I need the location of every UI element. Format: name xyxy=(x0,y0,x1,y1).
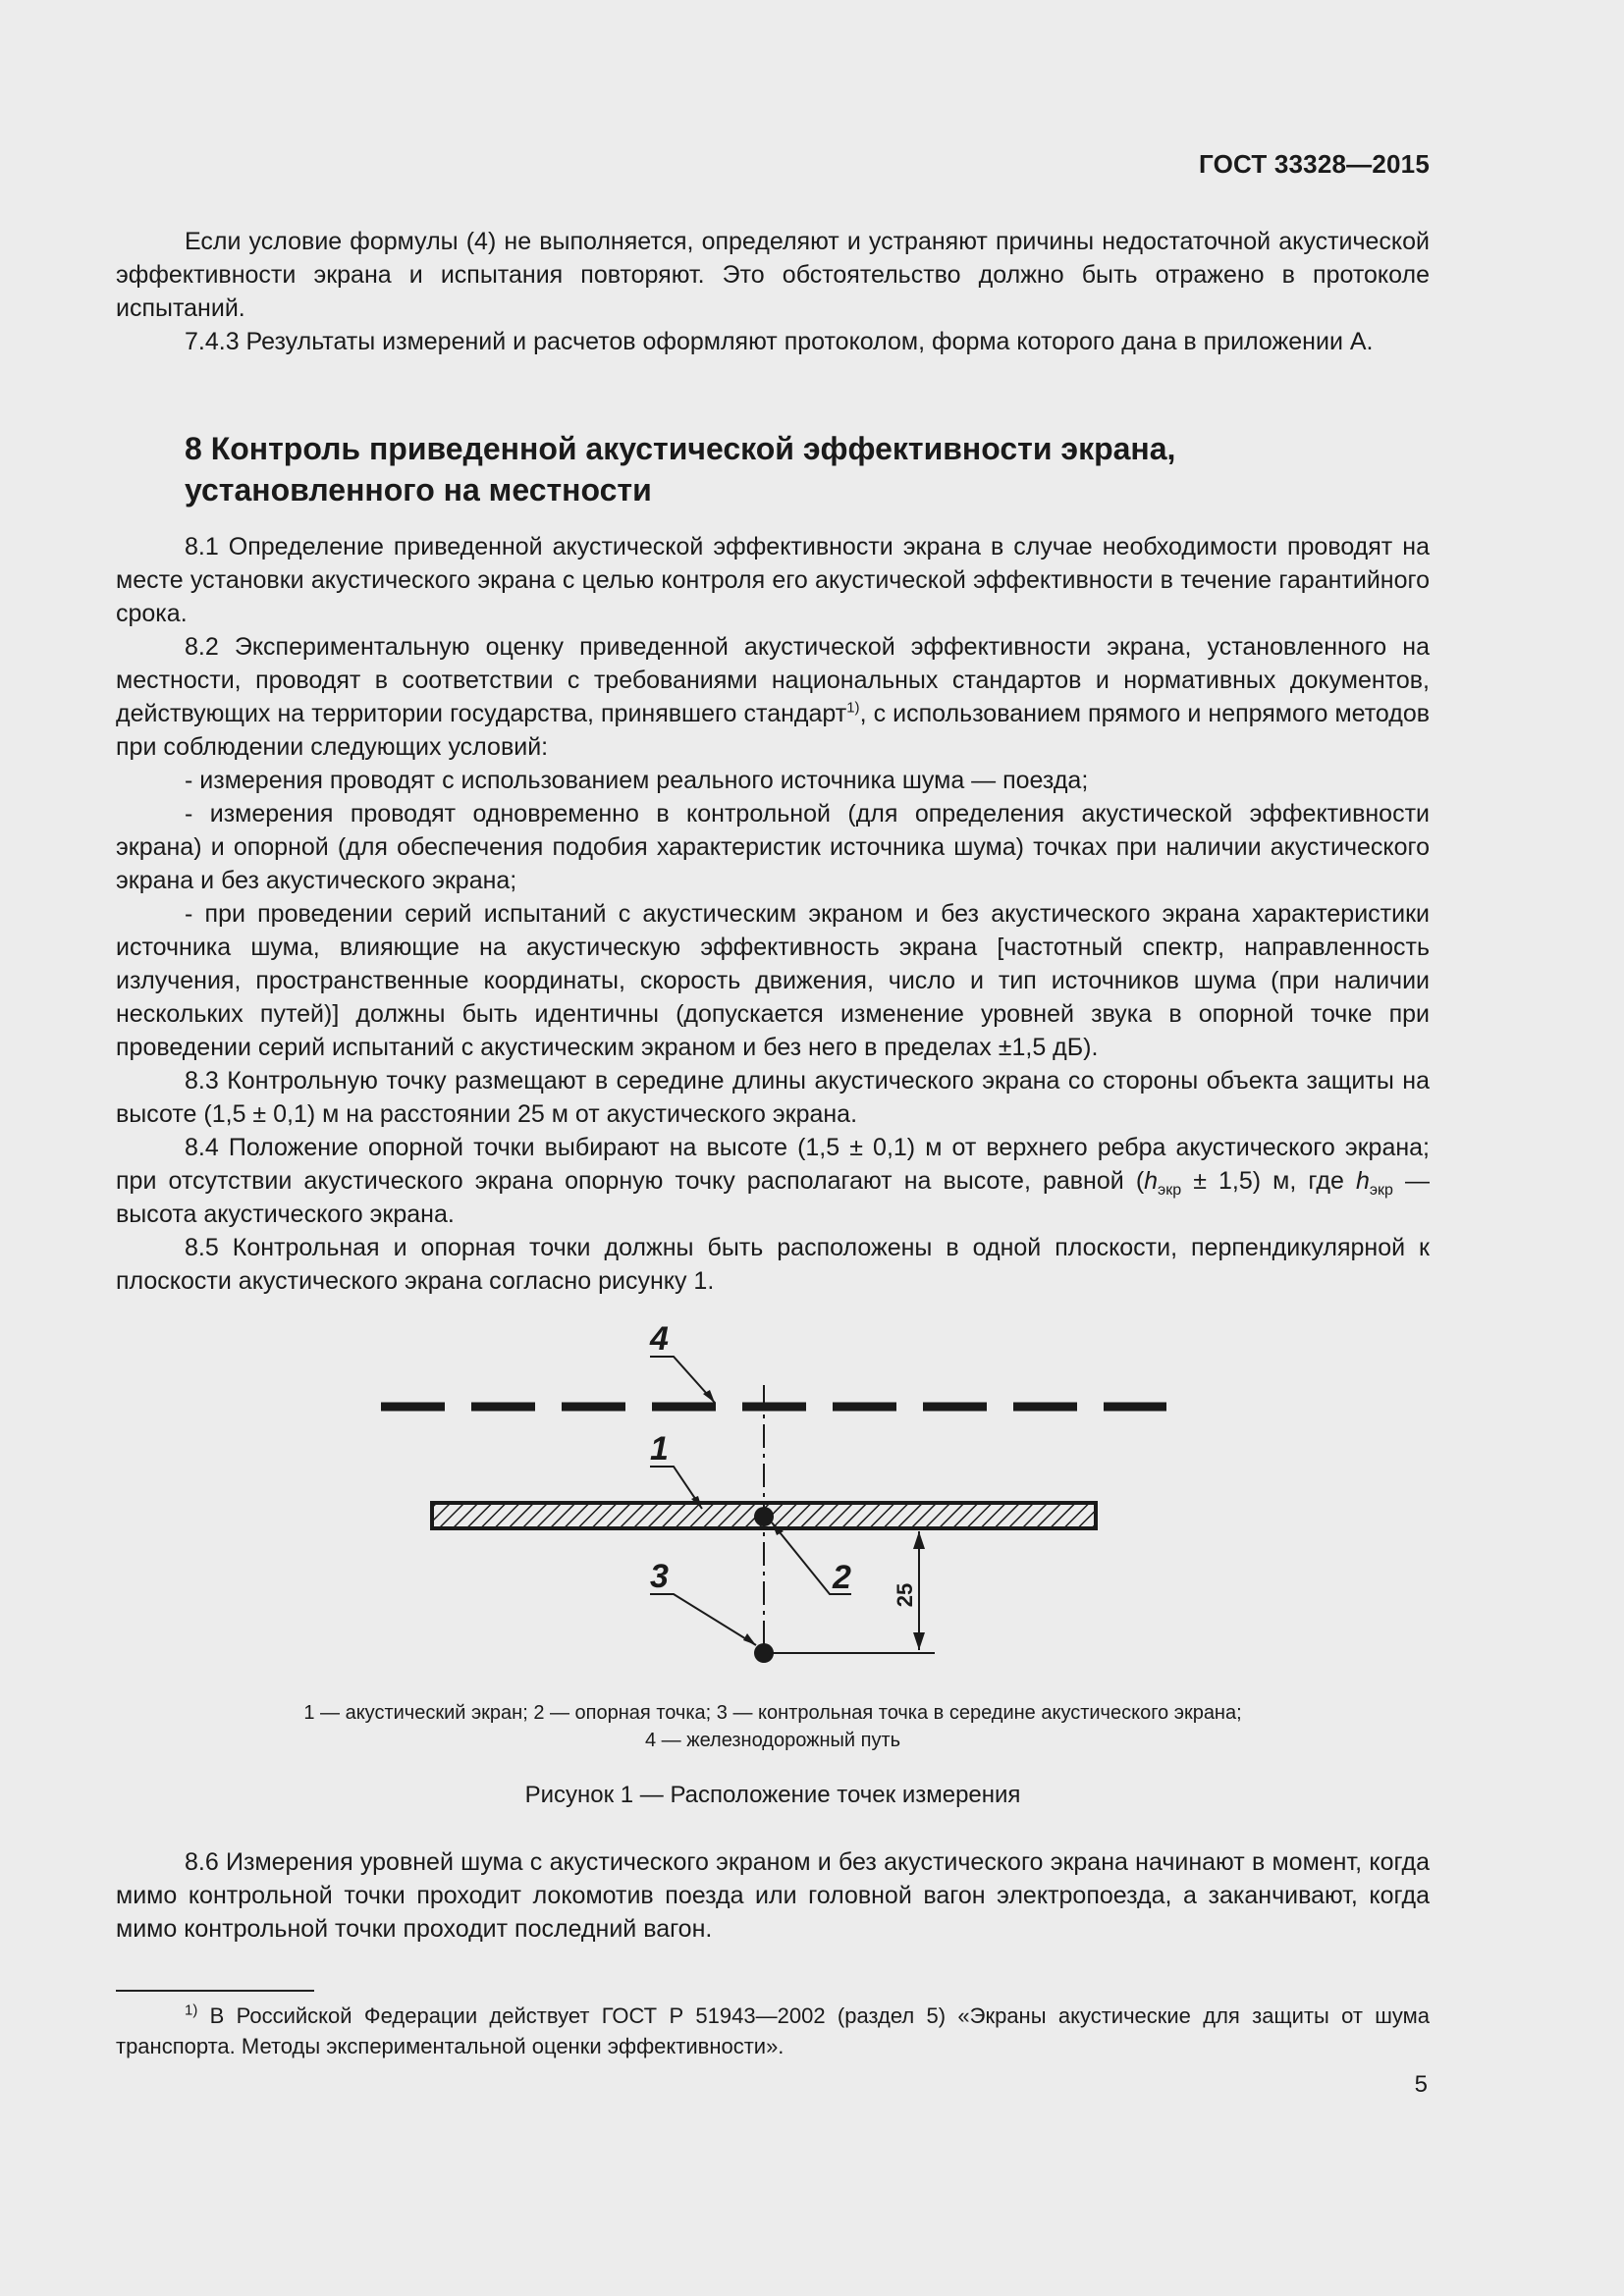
intro-text xyxy=(116,225,1430,358)
footnote-mark: 1) xyxy=(185,2002,198,2019)
document-header: ГОСТ 33328—2015 xyxy=(1199,149,1430,179)
footnote: $^{1)}$ В Российской Федерации действует ГОСТ Р 51943—2002 (раздел 5) «Экраны акустические для защиты от шума транспорта. Методы экспериментальной оценки эффективности». xyxy=(116,2002,1430,2058)
page-number: 5 xyxy=(1414,2071,1428,2098)
figure-title: Рисунок 1 — Расположение точек измерения xyxy=(524,1782,1021,1808)
paragraph: 7.4.3 Результаты измерений и расчетов оформляют протоколом, форма которого дана в приложении А. xyxy=(185,328,1374,355)
paragraph-8-3: 8.3 Контрольную точку размещают в середине длины акустического экрана со стороны объекта защиты на высоте (1,5 ± 0,1) м на расстоянии 25 м от акустического экрана. xyxy=(116,1067,1430,1128)
label-2: 2 xyxy=(833,1559,851,1596)
dimension-label: 25 xyxy=(893,1582,917,1608)
paragraph: Если условие формулы (4) не выполняется, определяют и устраняют причины недостаточной акустической эффективности экрана и испытания повторяют. Это обстоятельство должно быть отражено в протоколе испытаний. xyxy=(116,228,1430,322)
paragraph-8-6: 8.6 Измерения уровней шума с акустического экраном и без акустического экрана начинают в момент, когда мимо контрольной точки проходит локомотив поезда или головной вагон электропоезда, а заканчивают, когда мимо контрольной точки проходит последний вагон. xyxy=(116,1848,1430,1943)
footnote-ref[interactable]: 1) xyxy=(846,699,860,717)
label-3: 3 xyxy=(650,1558,669,1595)
paragraph-8-2: 8.2 Экспериментальную оценку приведенной акустической эффективности экрана, установленного на местности, проводят в соответствии с требованиями национальных стандартов и нормативных документов, действующих на территории государства, принявшего стандарт$^{1)}$, с использованием прямого и непрямого методов при соблюдении следующих условий: xyxy=(116,633,1431,761)
figure-measurement-points xyxy=(363,1311,1208,1675)
figure-legend: 1 — акустический экран; 2 — опорная точка; 3 — контрольная точка в середине акустического экрана; 4 — железнодорожный путь xyxy=(303,1702,1242,1751)
list-item: - при проведении серий испытаний с акустическим экраном и без акустического экрана характеристики источника шума, влияющие на акустическую эффективность экрана [частотный спектр, направленность излучения, пространственные координаты, скорость движения, число и тип источников шума (при наличии нескольких путей)] должны быть идентичны (допускается изменение уровней звука в опорной точке при проведении серий испытаний с акустическим экраном и без него в пределах ±1,5 дБ). xyxy=(116,900,1430,1061)
footnote-divider xyxy=(116,1990,314,1992)
label-4: 4 xyxy=(650,1320,669,1358)
section-heading: 8 Контроль приведенной акустической эффективности экрана, установленного на местности xyxy=(185,431,1176,507)
paragraph-8-1: 8.1 Определение приведенной акустической эффективности экрана в случае необходимости проводят на месте установки акустического экрана с целью контроля его акустической эффективности в течение гарантийного срока. xyxy=(116,533,1430,627)
label-1: 1 xyxy=(650,1430,669,1468)
paragraph-8-4: 8.4 Положение опорной точки выбирают на высоте (1,5 ± 0,1) м от верхнего ребра акустического экрана; при отсутствии акустического экрана опорную точку располагают на высоте, равной $(h_{экр} \pm 1,5)$ м, где $h_{экр}$ — высота акустического экрана. xyxy=(116,1134,1430,1228)
paragraph-8-6-block xyxy=(116,1845,1430,1946)
section-body xyxy=(116,530,1430,1298)
reference-point xyxy=(754,1507,774,1526)
paragraph-8-5: 8.5 Контрольная и опорная точки должны быть расположены в одной плоскости, перпендикулярной к плоскости акустического экрана согласно рисунку 1. xyxy=(116,1234,1430,1295)
list-item: - измерения проводят с использованием реального источника шума — поезда; xyxy=(185,767,1089,794)
list-item: - измерения проводят одновременно в контрольной (для определения акустической эффективности экрана) и опорной (для обеспечения подобия характеристик источника шума) точках при наличии акустического экрана и без акустического экрана; xyxy=(116,800,1430,894)
